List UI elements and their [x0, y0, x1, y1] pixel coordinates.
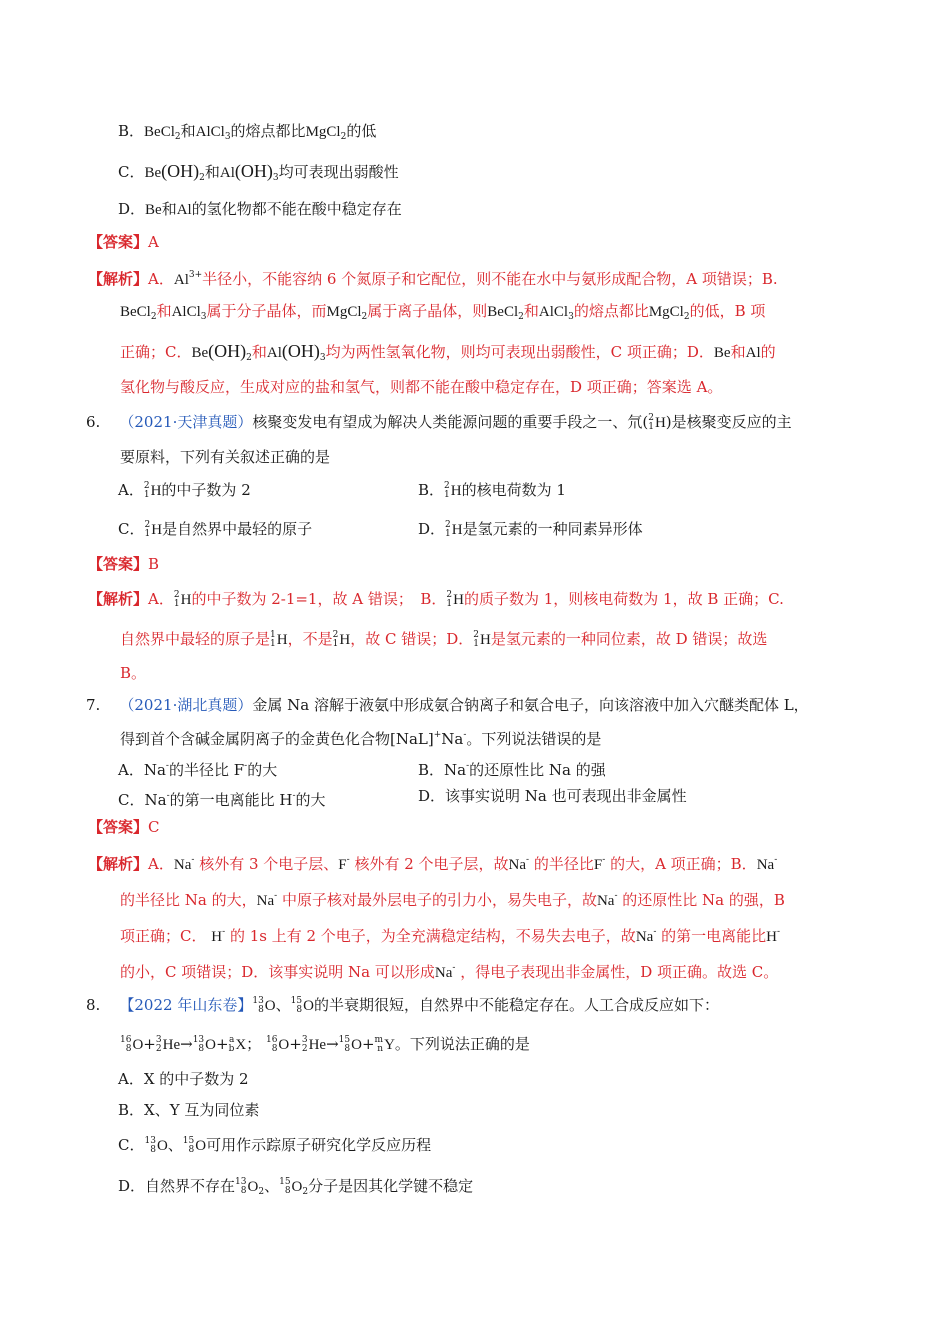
q5-option-d: D．Be和Al的氢化物都不能在酸中稳定存在 [118, 200, 402, 218]
q6-analysis-line3: B。 [120, 664, 147, 682]
q7-option-b: B．Na-的还原性比 Na 的强 [418, 761, 606, 779]
q5-answer: 【答案】A [88, 233, 159, 251]
q8-option-b: B．X、Y 互为同位素 [118, 1101, 260, 1119]
q6-option-c: C． 2 1 H是自然界中最轻的原子 [118, 520, 313, 539]
q6-option-b: B． 2 1 H的核电荷数为 1 [418, 481, 566, 500]
q8-option-a: A．X 的中子数为 2 [118, 1070, 249, 1088]
q7-stem-line1: 7. （2021·湖北真题）金属 Na 溶解于液氨中形成氨合钠离子和氨合电子，向该溶液中加入穴醚类配体 L， [86, 696, 809, 714]
q8-equations: 16 8 O+ 3 2 He→ 13 8 O+ a b X； 16 8 O+ 3 2 He→ 15 8 O+ m n Y。下列说法正确的是 [120, 1035, 530, 1054]
q5-option-b: B．BeCl$_2$和AlCl$_3$的熔点都比MgCl$_2$的低 [118, 122, 377, 142]
q7-analysis-line2: 的半径比 Na 的大，Na- 中原子核对最外层电子的引力小，易失电子，故Na- 的还原性比 Na 的强，B [120, 891, 785, 909]
q6-option-a: A． 2 1 H的中子数为 2 [118, 481, 251, 500]
q5-analysis-line1: 【解析】A．$Al^{3+}$半径小，不能容纳 6 个氮原子和它配位，则不能在水中与氨形成配合物，A 项错误；B. [88, 270, 778, 288]
q8-option-c: C． 13 8 O、 15 8 O可用作示踪原子研究化学反应历程 [118, 1136, 432, 1155]
q6-analysis-line2: 自然界中最轻的原子是 1 1 H，不是 2 1 H，故 C 错误；D． 2 1 H是氢元素的一种同位素，故 D 错误；故选 [120, 630, 768, 649]
q7-option-c: C．Na-的第一电离能比 H-的大 [118, 791, 326, 809]
q7-stem-line2: 得到首个含碱金属阴离子的金黄色化合物[NaL]+Na-。下列说法错误的是 [120, 730, 602, 748]
q5-analysis-line2: BeCl$_2$和AlCl$_3$属于分子晶体，而MgCl$_2$属于离子晶体，则BeCl$_2$和AlCl$_3$的熔点都比MgCl$_2$的低，B 项 [120, 302, 766, 322]
q7-source: （2021·湖北真题） [119, 696, 253, 714]
q5-analysis-line3: 正确；C．$Be(OH)_2$和$Al(OH)_3$均为两性氢氧化物，则均可表现出弱酸性，C 项正确；D．Be和Al的 [120, 341, 776, 363]
q7-answer: 【答案】C [88, 818, 160, 836]
q8-source: 【2022 年山东卷】 [119, 996, 253, 1014]
q7-option-a: A．Na-的半径比 F-的大 [118, 761, 278, 779]
q6-analysis-line1: 【解析】A． 2 1 H的中子数为 2-1=1，故 A 错误； B． 2 1 H的质子数为 1，则核电荷数为 1，故 B 正确；C. [88, 590, 784, 609]
q8-stem-line1: 8. 【2022 年山东卷】 13 8 O、 15 8 O的半衰期很短，自然界中不能稳定存在。人工合成反应如下： [86, 996, 719, 1015]
q7-analysis-line3: 项正确；C． H- 的 1s 上有 2 个电子，为全充满稳定结构，不易失去电子，故Na- 的第一电离能比H- [120, 927, 781, 945]
q5-analysis-line4: 氢化物与酸反应，生成对应的盐和氢气，则都不能在酸中稳定存在，D 项正确；答案选 A。 [120, 378, 723, 396]
q6-stem-line2: 要原料，下列有关叙述正确的是 [120, 448, 331, 466]
q6-answer: 【答案】B [88, 555, 160, 573]
q7-analysis-line4: 的小，C 项错误；D．该事实说明 Na 可以形成Na- ，得电子表现出非金属性，D 项正确。故选 C。 [120, 963, 779, 981]
q7-analysis-line1: 【解析】A．Na- 核外有 3 个电子层、F- 核外有 2 个电子层，故Na- 的半径比F- 的大，A 项正确；B．Na- [88, 855, 778, 873]
q7-option-d: D．该事实说明 Na 也可表现出非金属性 [418, 787, 687, 805]
q6-stem-line1: 6. （2021·天津真题）核聚变发电有望成为解决人类能源问题的重要手段之一、氘( 2 1 H)是核聚变反应的主 [86, 413, 792, 432]
q6-option-d: D． 2 1 H是氢元素的一种同素异形体 [418, 520, 643, 539]
q5-option-c: C．$Be(OH)_2$和$Al(OH)_3$均可表现出弱酸性 [118, 161, 399, 183]
q6-source: （2021·天津真题） [119, 413, 253, 431]
q8-option-d: D．自然界不存在 13 8 $O_2$、 15 8 $O_2$分子是因其化学键不稳定 [118, 1177, 474, 1197]
